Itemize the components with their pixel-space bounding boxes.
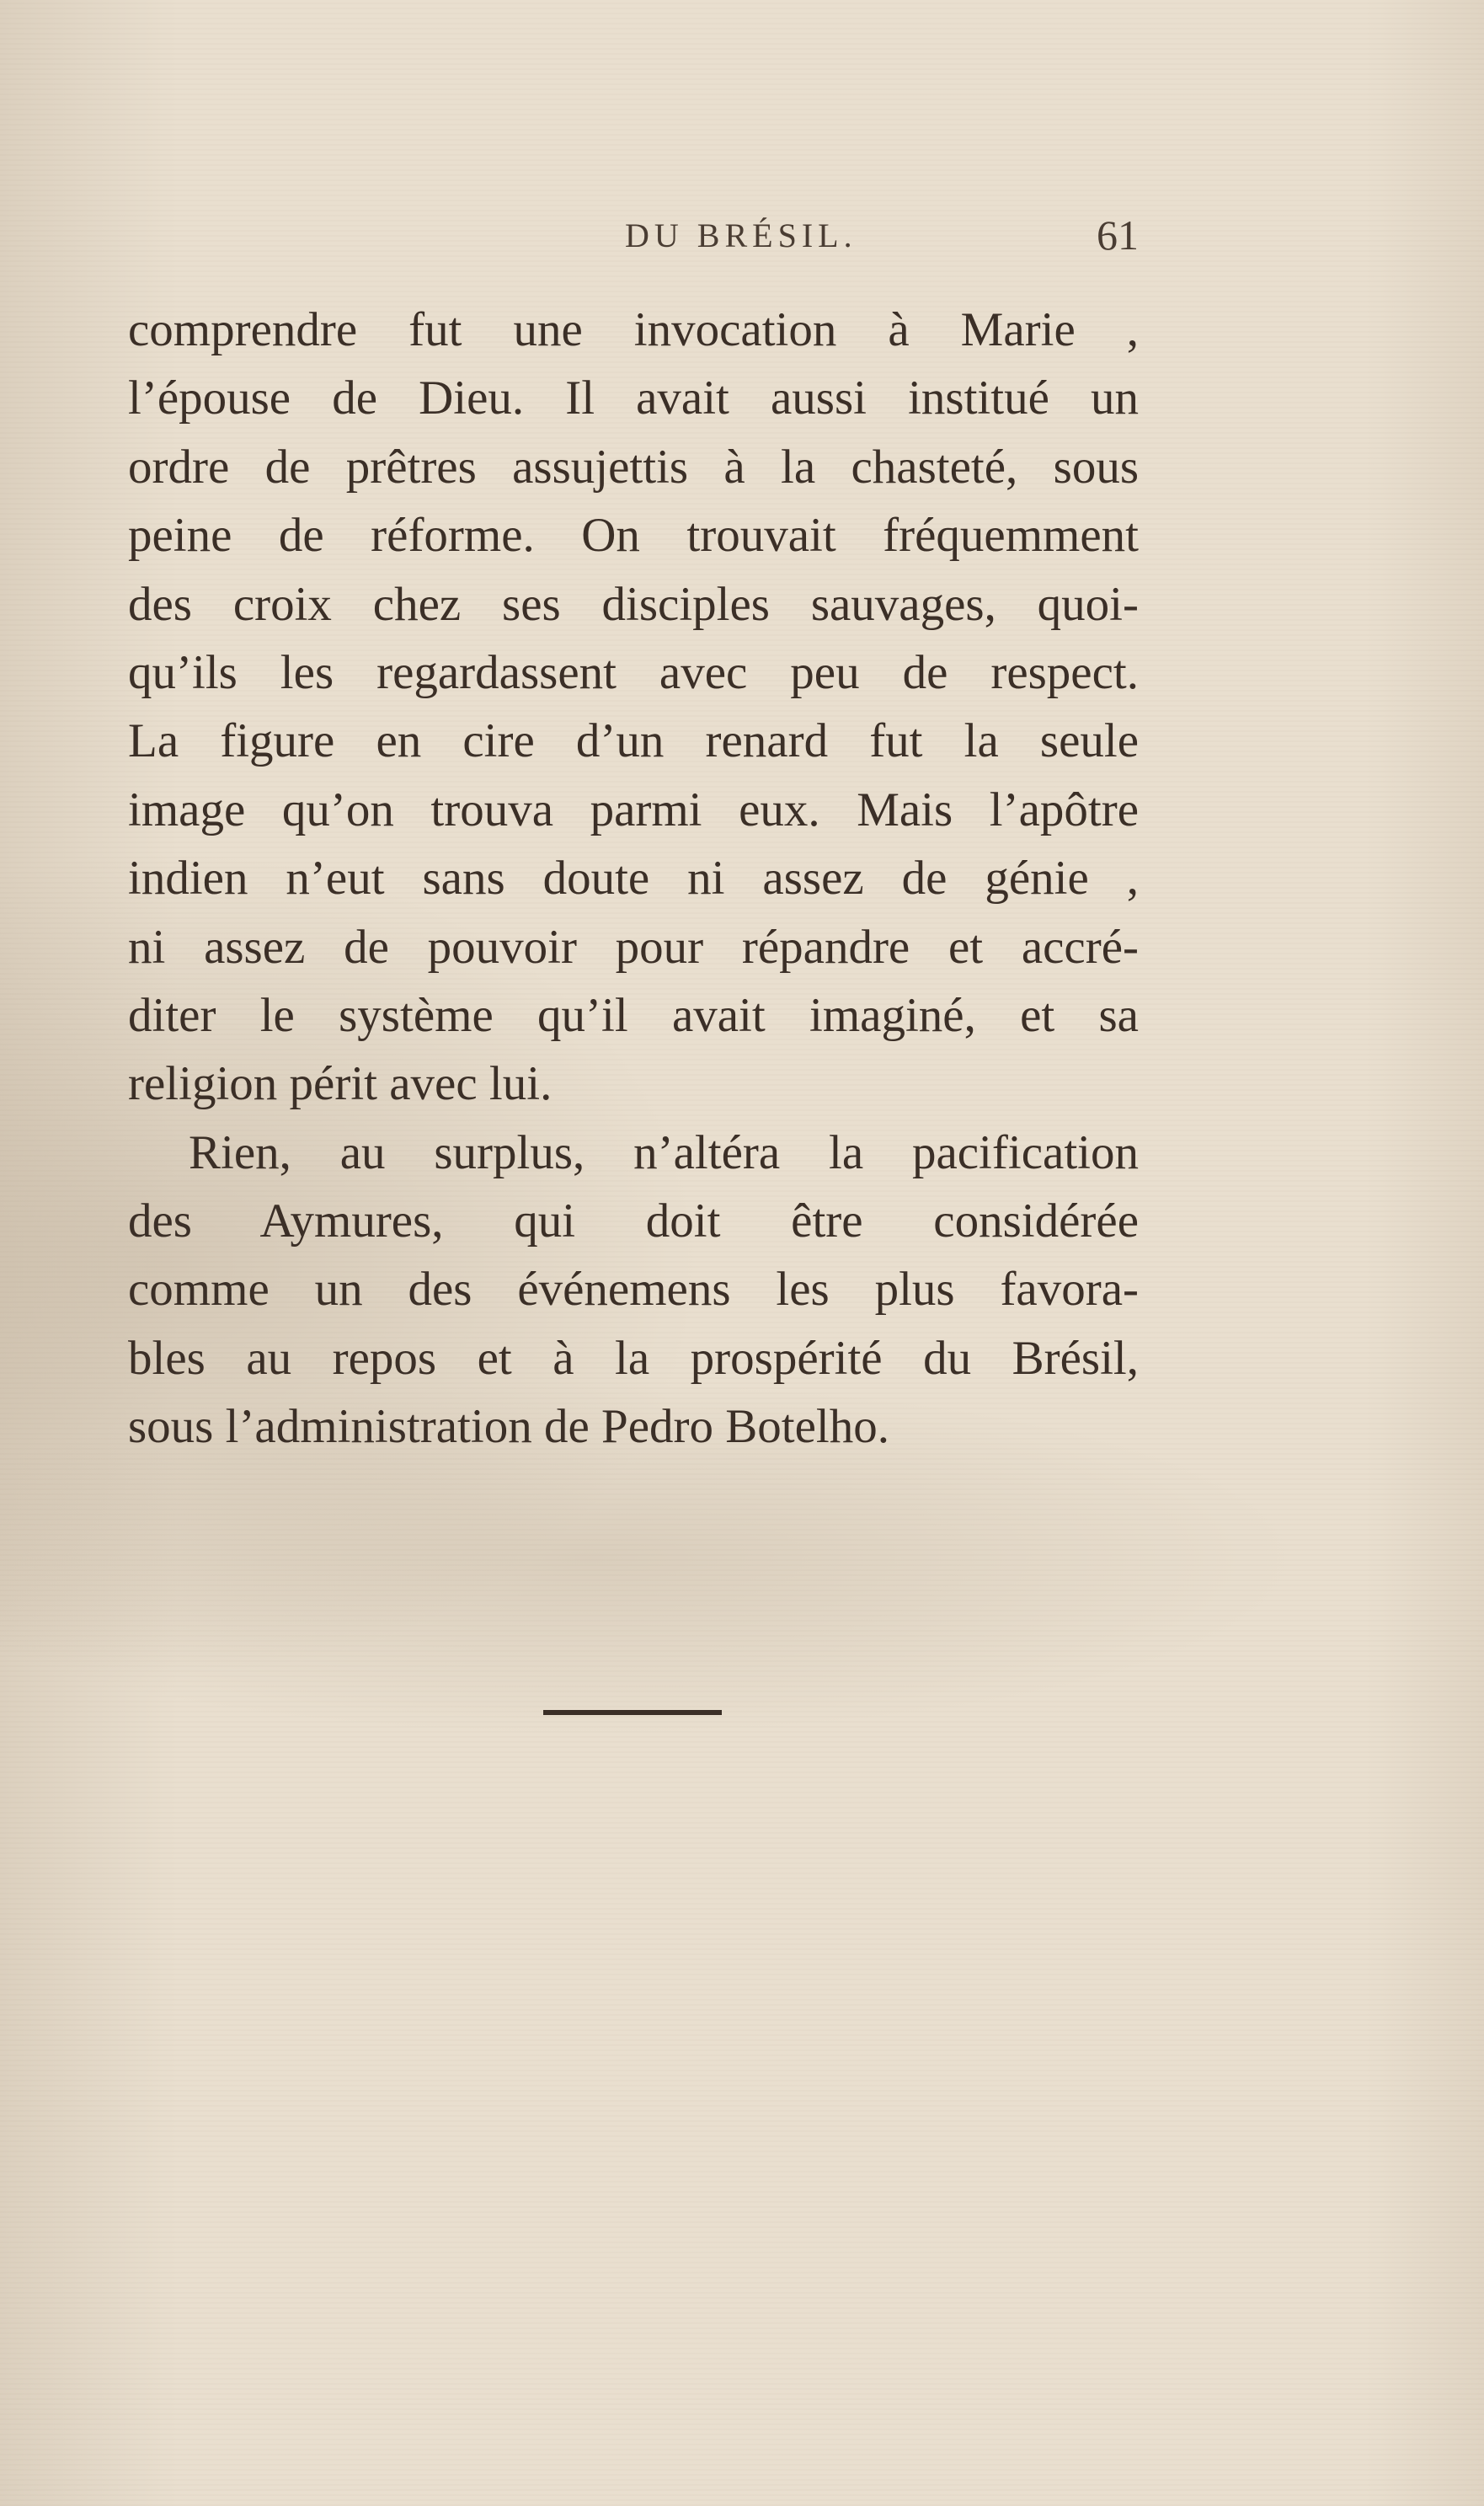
- text-line: religion périt avec lui.: [128, 1057, 552, 1111]
- text-line: l’épouse de Dieu. Il avait aussi institué un: [128, 371, 1139, 425]
- text-line: indien n’eut sans doute ni assez de génie ,: [128, 852, 1139, 906]
- text-line: Rien, au surplus, n’altéra la pacification: [189, 1125, 1139, 1179]
- text-line: comprendre fut une invocation à Marie ,: [128, 303, 1139, 356]
- text-line: peine de réforme. On trouvait fréquemment: [128, 509, 1139, 563]
- text-line: comme un des événemens les plus favora-: [128, 1263, 1139, 1317]
- text-line: des croix chez ses disciples sauvages, quoi-: [128, 577, 1139, 631]
- paragraph-1: [128, 296, 1139, 1119]
- text-line: sous l’administration de Pedro Botelho.: [128, 1400, 889, 1454]
- text-line: des Aymures, qui doit être considérée: [128, 1194, 1139, 1248]
- text-line: bles au repos et à la prospérité du Brésil,: [128, 1331, 1139, 1385]
- running-header: [128, 211, 1139, 261]
- text-line: La figure en cire d’un renard fut la seule: [128, 714, 1139, 768]
- text-line: ordre de prêtres assujettis à la chasteté, sous: [128, 440, 1139, 494]
- text-line: image qu’on trouva parmi eux. Mais l’apôtre: [128, 783, 1139, 836]
- section-end-rule: [543, 1710, 722, 1715]
- paragraph-2: [128, 1119, 1139, 1461]
- text-line: diter le système qu’il avait imaginé, et sa: [128, 988, 1139, 1042]
- body-text: [128, 296, 1139, 1461]
- page-number: 61: [1097, 211, 1139, 259]
- running-title: DU BRÉSIL.: [625, 216, 857, 254]
- text-line: ni assez de pouvoir pour répandre et accré-: [128, 920, 1139, 974]
- text-line: qu’ils les regardassent avec peu de respect.: [128, 645, 1139, 699]
